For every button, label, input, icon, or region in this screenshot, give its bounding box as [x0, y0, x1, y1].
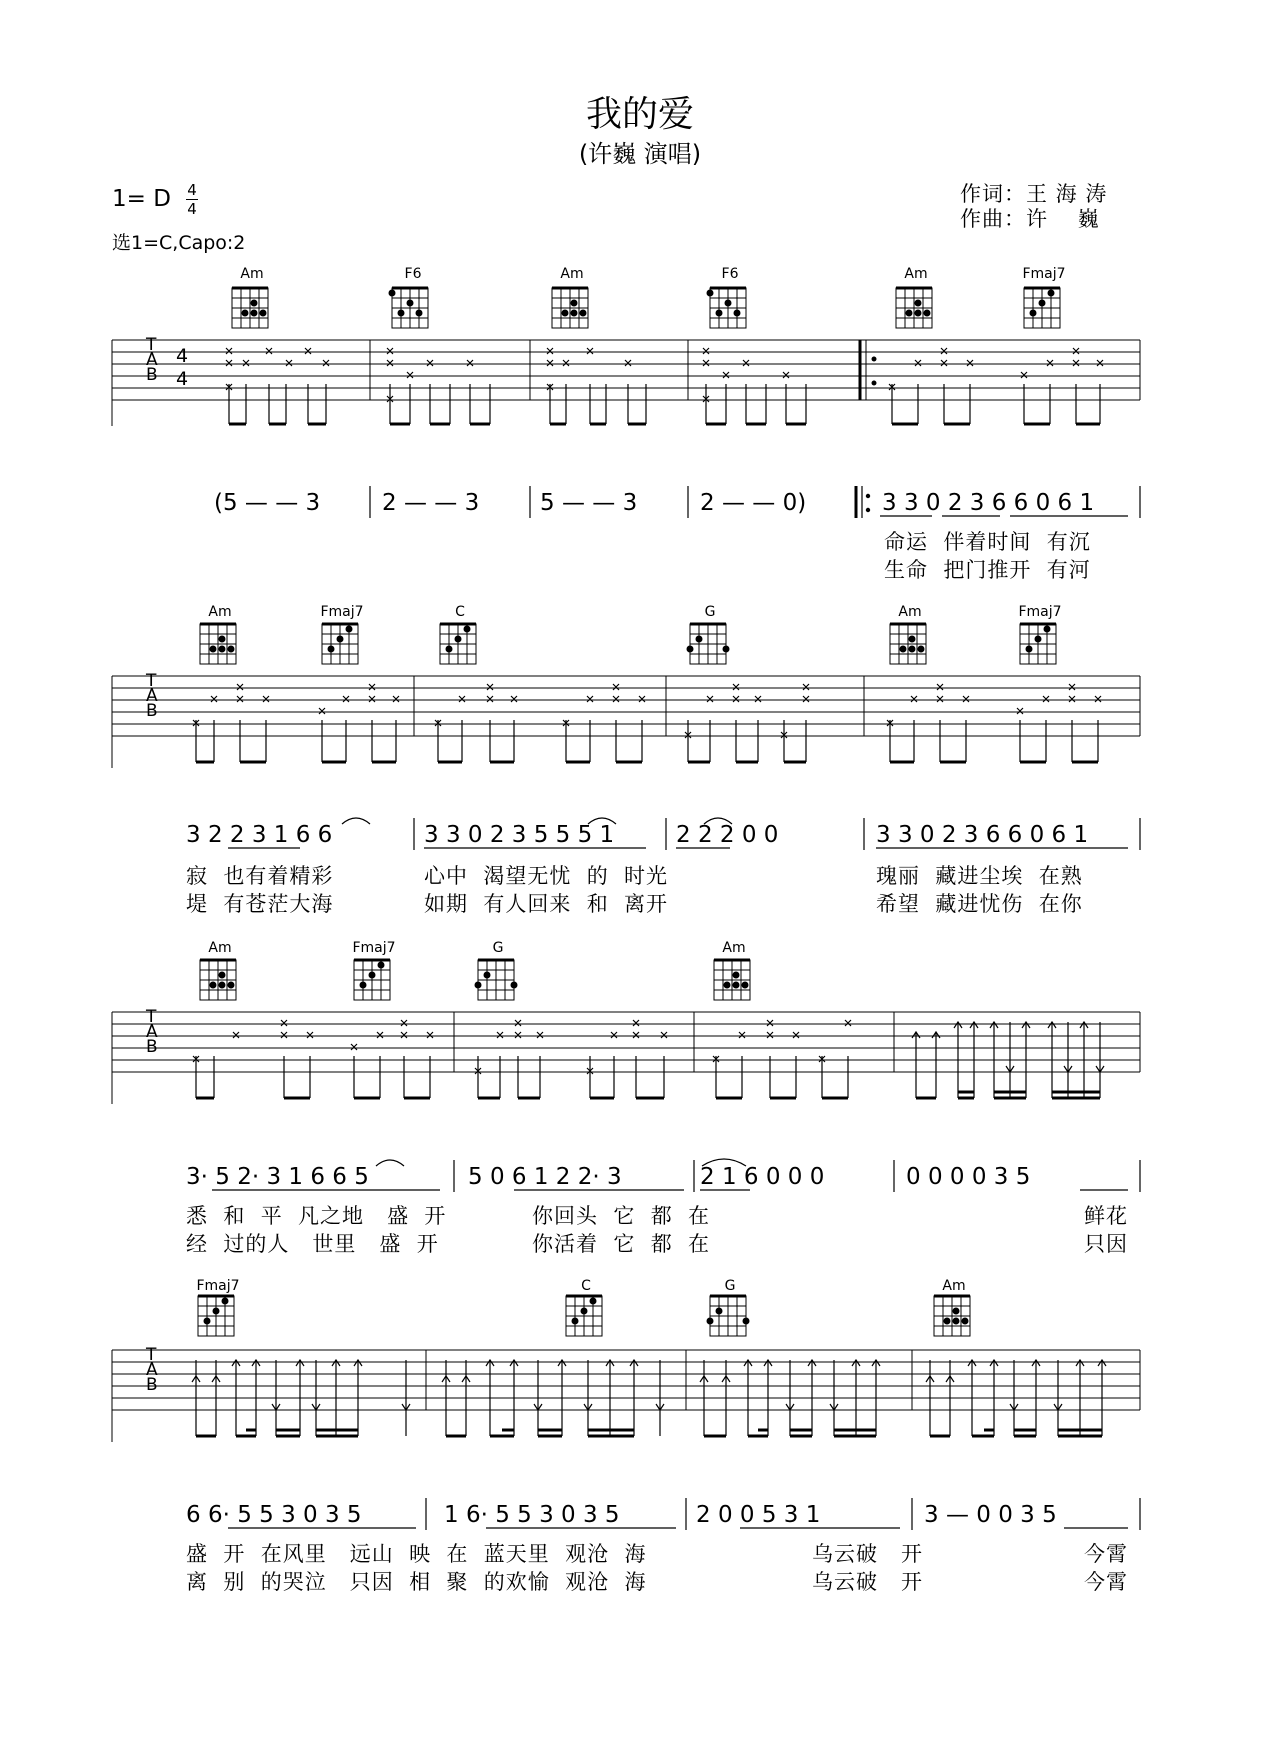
lyric-line-2: 只因 [1084, 1232, 1128, 1256]
tab-letter: A [146, 350, 158, 370]
tab-letter: B [146, 1037, 158, 1057]
notation-measure: 2 2 2 0 0 [676, 822, 779, 848]
composer-credit: 作曲：许 巍 [960, 207, 1100, 231]
chord-diagrams-row-4 [0, 1292, 1280, 1342]
notation-measure: 2 1 6 0 0 0 [700, 1164, 825, 1190]
chord-name: Am [208, 940, 232, 956]
tab-letter: T [146, 1345, 157, 1365]
tab-letter: T [146, 1007, 157, 1027]
lyric-line-1: 盛 开 在风里 远山 映 在 蓝天里 观沧 海 [186, 1542, 647, 1566]
lyric-line-1: 今霄 [1084, 1542, 1128, 1566]
lyric-line-2: 你活着 它 都 在 [532, 1232, 711, 1256]
notation-measure: 2 — — 0) [700, 490, 807, 516]
chord-name: Am [240, 266, 264, 282]
tab-clef [146, 1345, 158, 1395]
tab-letter: B [146, 701, 158, 721]
lyric-line-2: 希望 藏进忧伤 在你 [876, 892, 1083, 916]
notation-measure: 3 2 2 3 1 6 6 [186, 822, 333, 848]
chord-name: Am [208, 604, 232, 620]
notation-bars-row-1 [0, 480, 1280, 530]
tab-letter: A [146, 686, 158, 706]
notation-measure: 5 0 6 1 2 2· 3 [468, 1164, 622, 1190]
chord-name: Fmaj7 [352, 940, 396, 956]
notation-bars-row-4 [0, 1492, 1280, 1542]
chord-name: C [581, 1278, 591, 1294]
notation-measure: 2 — — 3 [382, 490, 480, 516]
tab-letter: B [146, 365, 158, 385]
time-sig-unit: 4 [187, 200, 197, 218]
song-title: 我的爱 [585, 94, 694, 135]
lyric-line-1: 你回头 它 都 在 [532, 1204, 711, 1228]
chord-name: Am [904, 266, 928, 282]
capo-info: 选1=C,Capo:2 [112, 232, 246, 254]
chord-name: G [492, 940, 504, 956]
tab-letter: A [146, 1360, 158, 1380]
tab-staff-row-2 [0, 672, 1280, 768]
notation-measure: 3 — 0 0 3 5 [924, 1502, 1057, 1528]
chord-name: Fmaj7 [196, 1278, 240, 1294]
lyricist-credit: 作词：王 海 涛 [960, 182, 1108, 206]
notation-bars-row-2 [0, 812, 1280, 862]
notation-measure: 2 0 0 5 3 1 [696, 1502, 821, 1528]
lyric-line-2: 乌云破 开 [812, 1570, 924, 1594]
notation-measure: 3 3 0 2 3 5 5 5 1 [424, 822, 615, 848]
lyric-line-2: 堤 有苍茫大海 [186, 892, 334, 916]
lyric-line-2: 如期 有人回来 和 离开 [424, 892, 669, 916]
time-sig-beats: 4 [187, 181, 197, 199]
tab-letter: T [146, 671, 157, 691]
tab-clef [146, 335, 158, 385]
notation-measure: 3· 5 2· 3 1 6 6 5 [186, 1164, 369, 1190]
chord-name: Am [722, 940, 746, 956]
key-prefix: 1= D [112, 186, 171, 212]
chord-diagrams-row-1 [0, 284, 1280, 344]
lyric-line-1: 心中 渴望无忧 的 时光 [424, 864, 669, 888]
chord-diagrams-row-2 [0, 620, 1280, 670]
notation-measure: 3 3 0 2 3 6 6 0 6 1 [876, 822, 1089, 848]
chord-name: Am [560, 266, 584, 282]
lyric-line-2: 生命 把门推开 有河 [884, 558, 1091, 582]
tab-letter: B [146, 1375, 158, 1395]
lyric-line-2: 今霄 [1084, 1570, 1128, 1594]
tab-clef [146, 671, 158, 721]
tab-staff-row-1 [0, 336, 1280, 426]
notation-measure: 5 — — 3 [540, 490, 638, 516]
notation-measure: 0 0 0 0 3 5 [906, 1164, 1031, 1190]
chord-name: G [704, 604, 716, 620]
chord-name: Fmaj7 [1022, 266, 1066, 282]
lyric-line-1: 乌云破 开 [812, 1542, 924, 1566]
lyric-line-1: 鲜花 [1084, 1204, 1128, 1228]
lyric-line-1: 悉 和 平 凡之地 盛 开 [186, 1204, 447, 1228]
chord-name: G [724, 1278, 736, 1294]
key-signature [112, 186, 171, 212]
chord-name: Fmaj7 [320, 604, 364, 620]
tab-letter: A [146, 1022, 158, 1042]
lyric-line-1: 瑰丽 藏进尘埃 在熟 [876, 864, 1083, 888]
chord-name: Fmaj7 [1018, 604, 1062, 620]
chord-name: Am [898, 604, 922, 620]
tab-time-unit: 4 [176, 368, 189, 390]
notation-measure: 3 3 0 2 3 6 6 0 6 1 [882, 490, 1095, 516]
tab-time-signature [176, 345, 188, 391]
chord-diagrams-row-3 [0, 956, 1280, 1006]
tab-time-beats: 4 [176, 345, 189, 367]
chord-name: Am [942, 1278, 966, 1294]
chord-name: C [455, 604, 465, 620]
lyric-line-1: 命运 伴着时间 有沉 [884, 530, 1091, 554]
notation-measure: 1 6· 5 5 3 0 3 5 [444, 1502, 620, 1528]
notation-measure: (5 — — 3 [214, 490, 321, 516]
tab-staff-row-4 [0, 1346, 1280, 1442]
lyric-line-2: 离 别 的哭泣 只因 相 聚 的欢愉 观沧 海 [186, 1570, 647, 1594]
notation-measure: 6 6· 5 5 3 0 3 5 [186, 1502, 362, 1528]
song-subtitle: (许巍 演唱) [578, 140, 702, 168]
lyric-line-2: 经 过的人 世里 盛 开 [186, 1232, 439, 1256]
notation-bars-row-3 [0, 1154, 1280, 1204]
tab-clef [146, 1007, 158, 1057]
tab-letter: T [146, 335, 157, 355]
chord-name: F6 [721, 266, 739, 282]
tab-staff-row-3 [0, 1008, 1280, 1104]
chord-name: F6 [404, 266, 422, 282]
lyric-line-1: 寂 也有着精彩 [186, 864, 334, 888]
